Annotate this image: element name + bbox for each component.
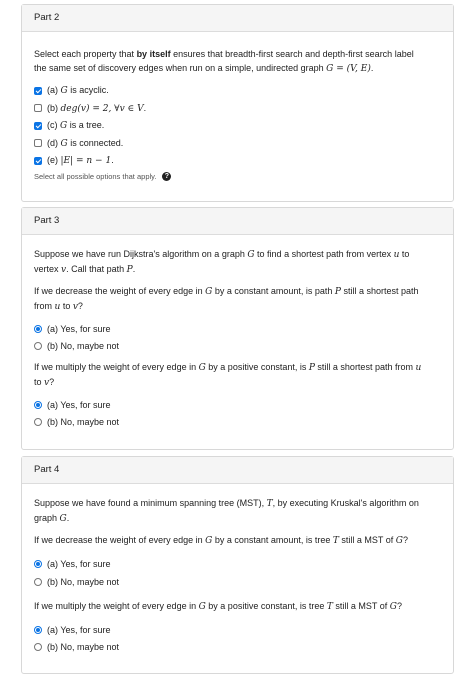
part3-question-1: If we decrease the weight of every edge in G by a constant amount, is path P still a shortest path from u to v?	[34, 286, 419, 312]
part3-q2-option-a[interactable]: (a) Yes, for sure	[34, 396, 441, 414]
checkbox[interactable]	[34, 139, 42, 147]
radio[interactable]	[34, 643, 42, 651]
checkbox-checked[interactable]	[34, 157, 42, 165]
part2-card	[21, 4, 454, 202]
part2-option-d[interactable]: (d) G is connected.	[34, 135, 441, 153]
part3-card	[21, 207, 454, 450]
part3-question-2: If we multiply the weight of every edge in G by a positive constant, is P still a shortest path from u to v?	[34, 362, 422, 388]
part4-q2-option-a[interactable]: (a) Yes, for sure	[34, 621, 441, 639]
part4-q1-option-b[interactable]: (b) No, maybe not	[34, 573, 441, 591]
radio[interactable]	[34, 418, 42, 426]
part4-header: Part 4	[22, 457, 453, 484]
part2-options	[34, 82, 441, 170]
part4-q1-option-a[interactable]: (a) Yes, for sure	[34, 556, 441, 574]
radio-selected[interactable]	[34, 325, 42, 333]
radio-selected[interactable]	[34, 401, 42, 409]
radio[interactable]	[34, 342, 42, 350]
part4-intro: Suppose we have found a minimum spanning tree (MST), T, by executing Kruskal's algorithm on graph G.	[34, 498, 419, 524]
part3-q1-option-a[interactable]: (a) Yes, for sure	[34, 320, 441, 338]
radio-selected[interactable]	[34, 626, 42, 634]
part2-option-b[interactable]: (b) deg(v) = 2, ∀v ∈ V.	[34, 100, 441, 118]
part4-card	[21, 456, 454, 674]
part4-question-2: If we multiply the weight of every edge in G by a positive constant, is tree T still a MST of G?	[34, 600, 402, 612]
part2-question: Select each property that by itself ensures that breadth-first search and depth-first search label the same set of discovery edges when run on a simple, undirected graph G = (V, E).	[34, 49, 414, 74]
part2-option-a[interactable]: (a) G is acyclic.	[34, 82, 441, 100]
part3-header: Part 3	[22, 208, 453, 235]
part4-question-1: If we decrease the weight of every edge in G by a constant amount, is tree T still a MST of G?	[34, 535, 408, 546]
part3-q1-option-b[interactable]: (b) No, maybe not	[34, 338, 441, 356]
part3-q2-option-b[interactable]: (b) No, maybe not	[34, 414, 441, 432]
part3-intro: Suppose we have run Dijkstra's algorithm on a graph G to find a shortest path from vertex u to vertex v. Call that path P.	[34, 249, 410, 275]
part4-q2-option-b[interactable]: (b) No, maybe not	[34, 639, 441, 657]
part2-option-c[interactable]: (c) G is a tree.	[34, 117, 441, 135]
checkbox-checked[interactable]	[34, 122, 42, 130]
checkbox[interactable]	[34, 104, 42, 112]
help-icon[interactable]: ?	[162, 172, 171, 181]
part2-header: Part 2	[22, 5, 453, 32]
radio[interactable]	[34, 578, 42, 586]
part2-option-e[interactable]: (e) |E| = n − 1.	[34, 152, 441, 170]
checkbox-checked[interactable]	[34, 87, 42, 95]
select-all-note: Select all possible options that apply. ?	[34, 172, 441, 181]
radio-selected[interactable]	[34, 560, 42, 568]
